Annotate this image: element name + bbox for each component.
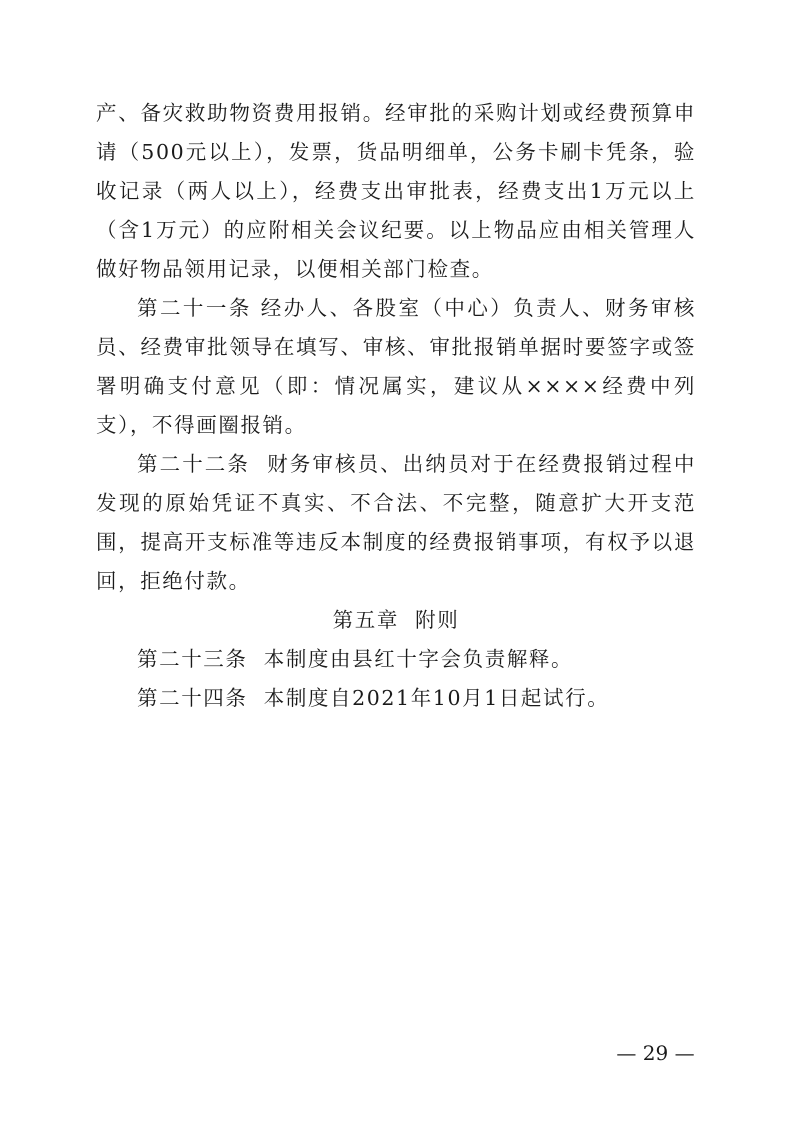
paragraph-continued: 产、备灾救助物资费用报销。经审批的采购计划或经费预算申请（500元以上），发票，货品明细单，公务卡刷卡凭条，验收记录（两人以上），经费支出审批表，经费支出1万元以上（含1万元）的应附相关会议纪要。以上物品应由相关管理人做好物品领用记录，以便相关部门检查。 — [96, 101, 696, 281]
article-22: 第二十二条 财务审核员、出纳员对于在经费报销过程中发现的原始凭证不真实、不合法、不完整，随意扩大开支范围，提高开支标准等违反本制度的经费报销事项，有权予以退回，拒绝付款。 — [96, 452, 696, 593]
chapter-heading: 第五章 附则 — [332, 608, 460, 632]
article-24: 第二十四条 本制度自2021年10月1日起试行。 — [137, 686, 610, 710]
article-21: 第二十一条 经办人、各股室（中心）负责人、财务审核员、经费审批领导在填写、审核、审批报销单据时要签字或签署明确支付意见（即：情况属实，建议从××××经费中列支），不得画圈报销。 — [96, 296, 696, 437]
article-23: 第二十三条 本制度由县红十字会负责解释。 — [137, 647, 574, 671]
document-body — [96, 94, 696, 718]
page-number: — 29 — — [616, 1041, 695, 1065]
